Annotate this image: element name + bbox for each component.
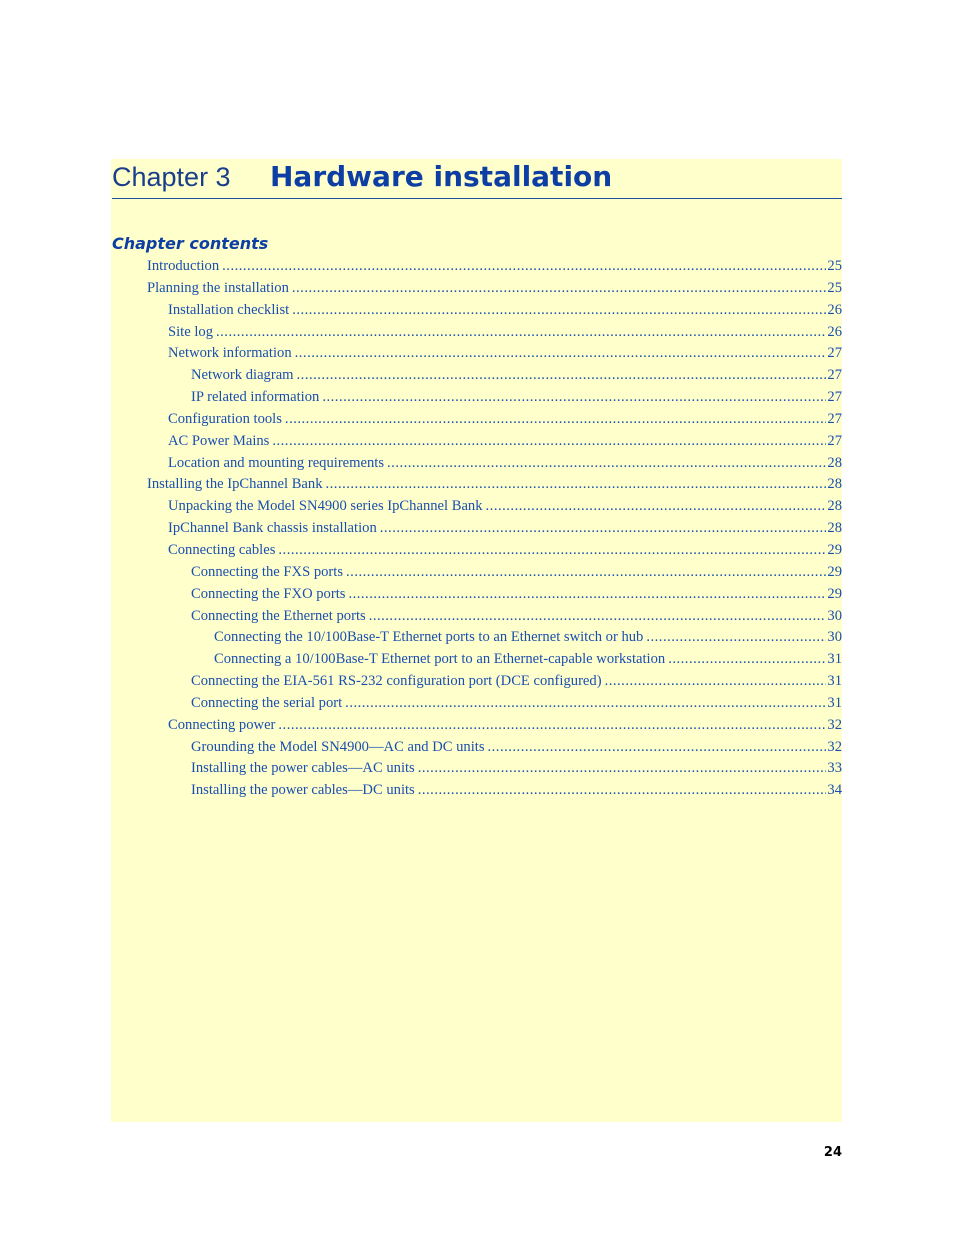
toc-dot-leader [605,673,827,690]
toc-entry-title[interactable]: Installation checklist [168,301,290,318]
toc-dot-leader [297,367,827,384]
toc-entry[interactable] [112,411,842,433]
toc-entry-title[interactable]: AC Power Mains [168,432,270,449]
toc-entry[interactable] [112,389,842,411]
chapter-label: Chapter 3 [112,162,231,192]
chapter-title: Hardware installation [270,160,613,193]
toc-entry-title[interactable]: Network information [168,345,292,362]
toc-dot-leader [346,564,826,581]
toc-entry-title[interactable]: Connecting cables [168,541,276,558]
toc-entry[interactable] [112,629,842,651]
toc-dot-leader [345,695,826,712]
toc-entry-page[interactable]: 26 [827,323,842,340]
toc-entry-page[interactable]: 28 [827,454,842,471]
toc-entry[interactable] [112,258,842,280]
toc-entry-page[interactable]: 31 [827,651,842,668]
toc-dot-leader [418,782,827,799]
toc-dot-leader [272,433,826,450]
toc-dot-leader [668,651,826,668]
toc-entry-page[interactable]: 27 [827,432,842,449]
toc-entry-title[interactable]: Installing the IpChannel Bank [147,476,323,493]
toc-entry-page[interactable]: 32 [827,716,842,733]
toc-entry-page[interactable]: 28 [827,520,842,537]
toc-entry[interactable] [112,345,842,367]
toc-dot-leader [292,280,827,297]
toc-entry-title[interactable]: Connecting the FXS ports [191,563,344,580]
toc-entry-title[interactable]: Grounding the Model SN4900—AC and DC units [191,738,485,755]
toc-entry-page[interactable]: 27 [827,389,842,406]
toc-entry-title[interactable]: Network diagram [191,367,294,384]
toc-dot-leader [348,586,826,603]
toc-dot-leader [278,542,826,559]
toc-entry[interactable] [112,498,842,520]
toc-entry[interactable] [112,608,842,630]
toc-entry-title[interactable]: Connecting the EIA-561 RS-232 configuration port (DCE configured) [191,673,602,690]
toc-entry[interactable] [112,695,842,717]
toc-entry-page[interactable]: 31 [827,673,842,690]
toc-entry-page[interactable]: 27 [827,410,842,427]
toc-entry[interactable] [112,739,842,761]
toc-entry[interactable] [112,782,842,804]
toc-dot-leader [222,258,826,275]
toc-entry-page[interactable]: 27 [827,367,842,384]
toc-entry-page[interactable]: 25 [827,279,842,296]
toc-entry-title[interactable]: Planning the installation [147,279,289,296]
toc-entry[interactable] [112,302,842,324]
toc-entry-page[interactable]: 25 [827,258,842,274]
toc-entry-title[interactable]: Location and mounting requirements [168,454,385,471]
toc-entry-title[interactable]: Connecting a 10/100Base-T Ethernet port to an Ethernet-capable workstation [214,651,666,668]
chapter-header [112,159,842,199]
toc-entry[interactable] [112,324,842,346]
toc-entry-page[interactable]: 33 [827,760,842,777]
contents-heading: Chapter contents [112,234,269,253]
toc-dot-leader [326,476,827,493]
toc-entry-page[interactable]: 29 [827,563,842,580]
toc-entry[interactable] [112,717,842,739]
toc-entry[interactable] [112,280,842,302]
toc-dot-leader [285,411,826,428]
toc-entry[interactable] [112,651,842,673]
toc-entry-title[interactable]: Connecting the Ethernet ports [191,607,366,624]
toc-entry-page[interactable]: 31 [827,694,842,711]
toc-entry[interactable] [112,586,842,608]
toc-entry-page[interactable]: 30 [827,629,842,646]
toc-dot-leader [322,389,826,406]
toc-entry[interactable] [112,760,842,782]
toc-dot-leader [486,498,827,515]
toc-dot-leader [216,324,826,341]
toc-dot-leader [369,608,827,625]
toc-entry-page[interactable]: 34 [827,782,842,799]
toc-entry-page[interactable]: 30 [827,607,842,624]
toc-entry-title[interactable]: Site log [168,323,213,340]
toc-dot-leader [488,739,827,756]
toc-entry-page[interactable]: 29 [827,585,842,602]
table-of-contents [112,258,842,804]
toc-entry-title[interactable]: Installing the power cables—DC units [191,782,415,799]
toc-entry-title[interactable]: Installing the power cables—AC units [191,760,415,777]
toc-entry[interactable] [112,542,842,564]
toc-entry[interactable] [112,476,842,498]
toc-entry-title[interactable]: Introduction [147,258,220,274]
toc-dot-leader [380,520,827,537]
toc-dot-leader [292,302,826,319]
toc-entry-page[interactable]: 27 [827,345,842,362]
toc-entry-title[interactable]: IP related information [191,389,320,406]
toc-entry-page[interactable]: 29 [827,541,842,558]
toc-entry-title[interactable]: IpChannel Bank chassis installation [168,520,377,537]
toc-dot-leader [278,717,826,734]
toc-entry-title[interactable]: Connecting power [168,716,276,733]
toc-entry[interactable] [112,564,842,586]
toc-entry-title[interactable]: Connecting the serial port [191,694,343,711]
toc-entry-title[interactable]: Connecting the FXO ports [191,585,346,602]
page-number: 24 [823,1145,842,1160]
toc-entry[interactable] [112,455,842,477]
toc-entry-title[interactable]: Connecting the 10/100Base-T Ethernet ports to an Ethernet switch or hub [214,629,644,646]
toc-entry-page[interactable]: 28 [827,498,842,515]
toc-dot-leader [646,629,826,646]
toc-entry[interactable] [112,673,842,695]
toc-dot-leader [387,455,826,472]
toc-entry[interactable] [112,367,842,389]
toc-dot-leader [295,345,827,362]
toc-entry-page[interactable]: 32 [827,738,842,755]
toc-entry[interactable] [112,520,842,542]
toc-entry[interactable] [112,433,842,455]
toc-entry-page[interactable]: 26 [827,301,842,318]
toc-entry-page[interactable]: 28 [827,476,842,493]
toc-entry-title[interactable]: Unpacking the Model SN4900 series IpChannel Bank [168,498,483,515]
toc-dot-leader [418,760,827,777]
toc-entry-title[interactable]: Configuration tools [168,410,282,427]
